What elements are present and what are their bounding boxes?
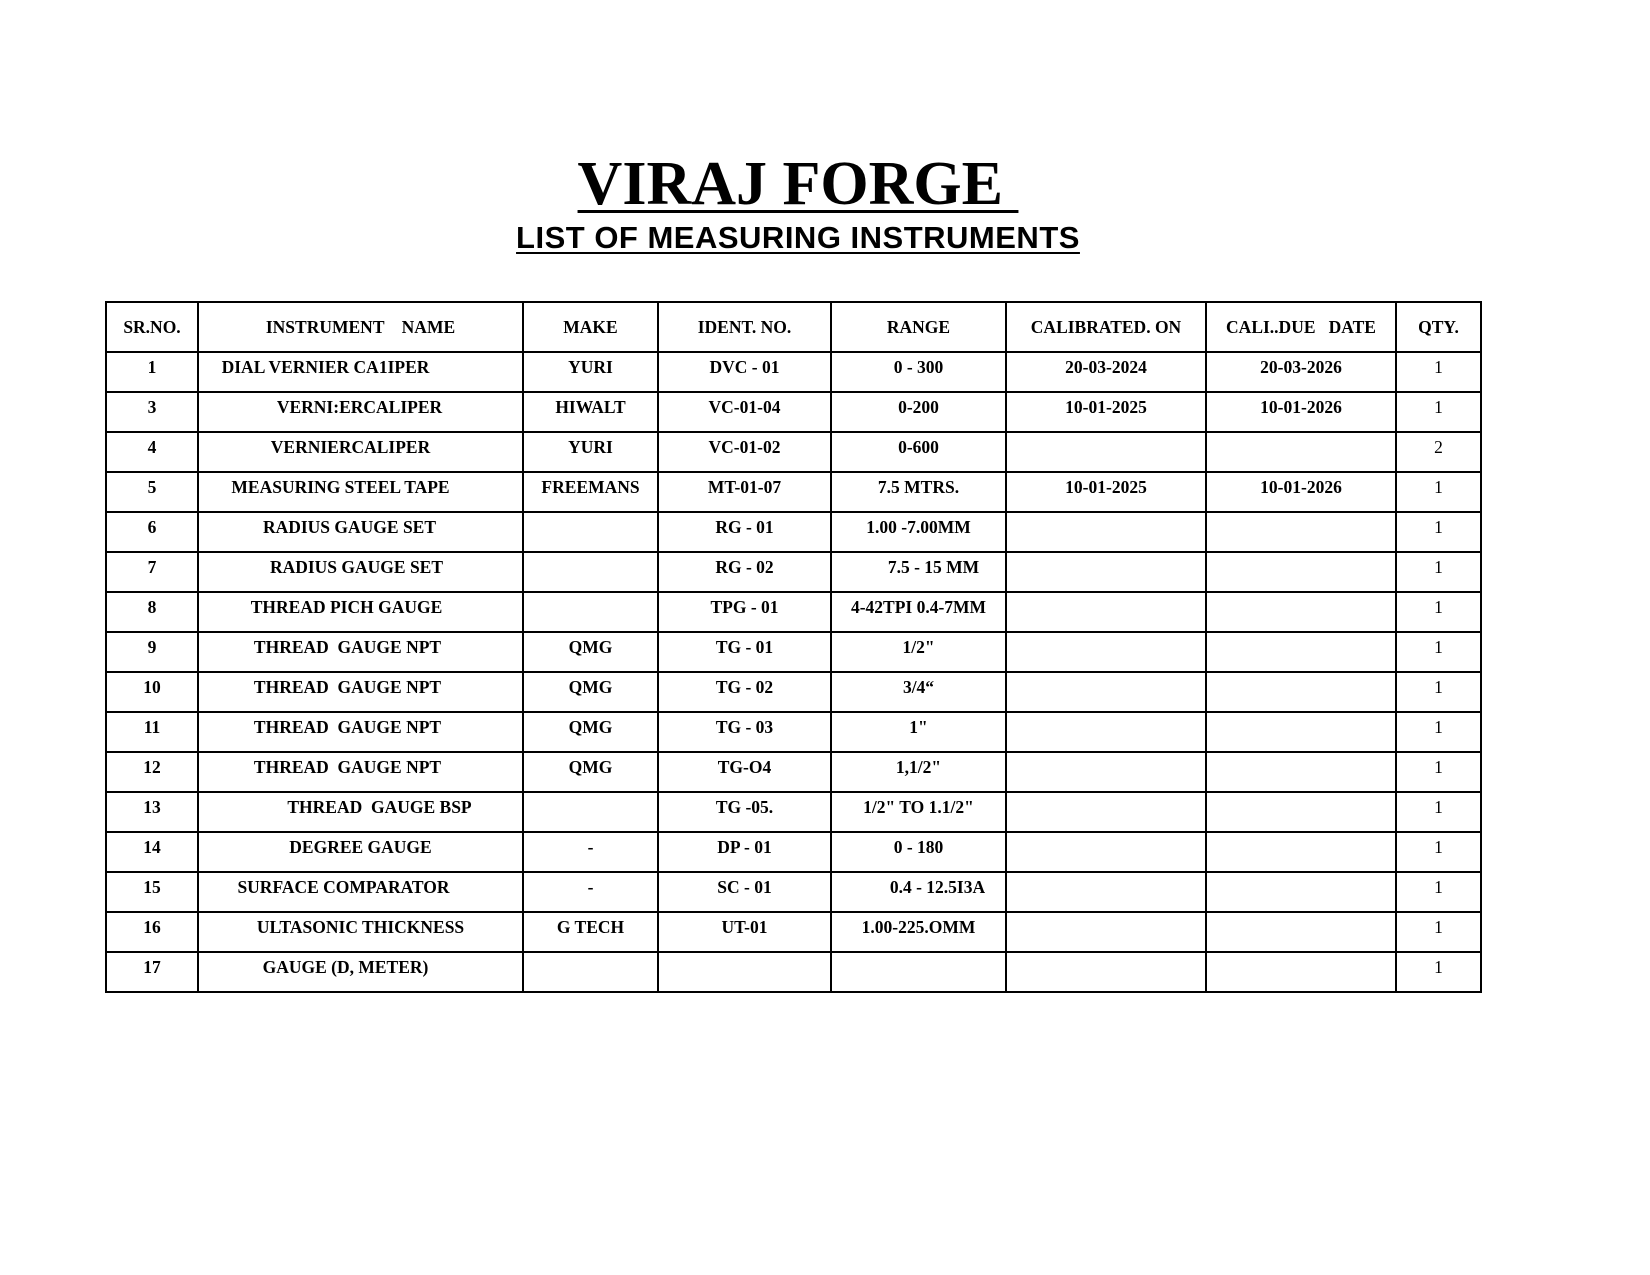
table-row: [106, 792, 1481, 832]
table-row: [106, 632, 1481, 672]
cell-qty: 1: [1396, 352, 1481, 392]
cell-sr-no: 10: [106, 672, 198, 712]
cell-sr-no: 12: [106, 752, 198, 792]
col-header-cali-due-date: CALI..DUE DATE: [1206, 302, 1396, 352]
table-header-row: [106, 302, 1481, 352]
cell-make: [523, 952, 658, 992]
cell-qty: 1: [1396, 592, 1481, 632]
cell-sr-no: 4: [106, 432, 198, 472]
cell-make: [523, 552, 658, 592]
col-header-sr-no: SR.NO.: [106, 302, 198, 352]
table-row: [106, 672, 1481, 712]
cell-instrument-name: GAUGE (D, METER): [198, 952, 523, 992]
cell-calibrated-on: [1006, 952, 1206, 992]
cell-range: 0.4 - 12.5I3A: [831, 872, 1006, 912]
cell-qty: 1: [1396, 632, 1481, 672]
cell-cali-due-date: [1206, 552, 1396, 592]
cell-make: YURI: [523, 432, 658, 472]
cell-calibrated-on: 10-01-2025: [1006, 392, 1206, 432]
cell-cali-due-date: [1206, 792, 1396, 832]
cell-instrument-name: THREAD GAUGE NPT: [198, 712, 523, 752]
table-row: [106, 392, 1481, 432]
cell-sr-no: 9: [106, 632, 198, 672]
cell-ident-no: VC-01-02: [658, 432, 831, 472]
cell-range: 7.5 - 15 MM: [831, 552, 1006, 592]
cell-ident-no: DP - 01: [658, 832, 831, 872]
cell-cali-due-date: [1206, 512, 1396, 552]
cell-calibrated-on: [1006, 672, 1206, 712]
cell-cali-due-date: [1206, 872, 1396, 912]
table-row: [106, 832, 1481, 872]
cell-cali-due-date: [1206, 712, 1396, 752]
cell-ident-no: TG - 03: [658, 712, 831, 752]
cell-sr-no: 14: [106, 832, 198, 872]
table-row: [106, 752, 1481, 792]
cell-make: QMG: [523, 672, 658, 712]
cell-qty: 1: [1396, 952, 1481, 992]
cell-sr-no: 6: [106, 512, 198, 552]
cell-qty: 1: [1396, 392, 1481, 432]
cell-calibrated-on: [1006, 872, 1206, 912]
cell-make: QMG: [523, 712, 658, 752]
cell-sr-no: 16: [106, 912, 198, 952]
cell-calibrated-on: [1006, 512, 1206, 552]
cell-calibrated-on: [1006, 752, 1206, 792]
cell-sr-no: 15: [106, 872, 198, 912]
cell-calibrated-on: 10-01-2025: [1006, 472, 1206, 512]
col-header-instrument-name: INSTRUMENT NAME: [198, 302, 523, 352]
cell-make: HIWALT: [523, 392, 658, 432]
cell-ident-no: [658, 952, 831, 992]
cell-ident-no: TG -05.: [658, 792, 831, 832]
table-row: [106, 952, 1481, 992]
cell-range: 1.00 -7.00MM: [831, 512, 1006, 552]
cell-qty: 1: [1396, 552, 1481, 592]
table-row: [106, 352, 1481, 392]
cell-make: [523, 592, 658, 632]
cell-make: [523, 792, 658, 832]
cell-range: 1/2" TO 1.1/2": [831, 792, 1006, 832]
cell-ident-no: TPG - 01: [658, 592, 831, 632]
cell-instrument-name: THREAD GAUGE NPT: [198, 752, 523, 792]
cell-make: [523, 512, 658, 552]
cell-sr-no: 3: [106, 392, 198, 432]
cell-qty: 1: [1396, 872, 1481, 912]
company-name: VIRAJ FORGE: [577, 150, 1019, 218]
cell-calibrated-on: [1006, 432, 1206, 472]
table-row: [106, 432, 1481, 472]
cell-cali-due-date: 10-01-2026: [1206, 392, 1396, 432]
table-row: [106, 552, 1481, 592]
table-row: [106, 472, 1481, 512]
cell-sr-no: 7: [106, 552, 198, 592]
cell-range: 3/4“: [831, 672, 1006, 712]
cell-instrument-name: RADIUS GAUGE SET: [198, 512, 523, 552]
cell-range: 4-42TPI 0.4-7MM: [831, 592, 1006, 632]
cell-range: 0 - 180: [831, 832, 1006, 872]
cell-ident-no: DVC - 01: [658, 352, 831, 392]
cell-range: [831, 952, 1006, 992]
cell-ident-no: TG - 01: [658, 632, 831, 672]
cell-cali-due-date: [1206, 592, 1396, 632]
cell-cali-due-date: 20-03-2026: [1206, 352, 1396, 392]
cell-qty: 2: [1396, 432, 1481, 472]
cell-cali-due-date: [1206, 672, 1396, 712]
cell-instrument-name: THREAD GAUGE BSP: [198, 792, 523, 832]
cell-cali-due-date: 10-01-2026: [1206, 472, 1396, 512]
table-body: [106, 352, 1481, 992]
cell-ident-no: SC - 01: [658, 872, 831, 912]
cell-make: QMG: [523, 752, 658, 792]
cell-calibrated-on: [1006, 632, 1206, 672]
cell-instrument-name: THREAD GAUGE NPT: [198, 632, 523, 672]
cell-range: 1.00-225.OMM: [831, 912, 1006, 952]
cell-calibrated-on: [1006, 712, 1206, 752]
cell-instrument-name: DEGREE GAUGE: [198, 832, 523, 872]
cell-ident-no: TG - 02: [658, 672, 831, 712]
table-row: [106, 912, 1481, 952]
cell-instrument-name: RADIUS GAUGE SET: [198, 552, 523, 592]
col-header-calibrated-on: CALIBRATED. ON: [1006, 302, 1206, 352]
cell-range: 0 - 300: [831, 352, 1006, 392]
cell-range: 1": [831, 712, 1006, 752]
cell-make: G TECH: [523, 912, 658, 952]
cell-instrument-name: VERNI:ERCALIPER: [198, 392, 523, 432]
cell-sr-no: 11: [106, 712, 198, 752]
cell-sr-no: 17: [106, 952, 198, 992]
col-header-range: RANGE: [831, 302, 1006, 352]
cell-instrument-name: SURFACE COMPARATOR: [198, 872, 523, 912]
cell-cali-due-date: [1206, 632, 1396, 672]
cell-instrument-name: DIAL VERNIER CA1IPER: [198, 352, 523, 392]
cell-ident-no: MT-01-07: [658, 472, 831, 512]
table-row: [106, 592, 1481, 632]
col-header-make: MAKE: [523, 302, 658, 352]
cell-qty: 1: [1396, 512, 1481, 552]
company-title: [0, 148, 1596, 220]
cell-make: -: [523, 872, 658, 912]
cell-qty: 1: [1396, 672, 1481, 712]
instruments-table: [105, 301, 1482, 993]
cell-calibrated-on: [1006, 552, 1206, 592]
cell-cali-due-date: [1206, 832, 1396, 872]
cell-qty: 1: [1396, 472, 1481, 512]
cell-ident-no: RG - 02: [658, 552, 831, 592]
cell-make: FREEMANS: [523, 472, 658, 512]
table-row: [106, 512, 1481, 552]
cell-make: YURI: [523, 352, 658, 392]
cell-instrument-name: THREAD PICH GAUGE: [198, 592, 523, 632]
cell-make: -: [523, 832, 658, 872]
cell-cali-due-date: [1206, 752, 1396, 792]
cell-calibrated-on: [1006, 592, 1206, 632]
cell-sr-no: 1: [106, 352, 198, 392]
table-row: [106, 872, 1481, 912]
cell-make: QMG: [523, 632, 658, 672]
cell-calibrated-on: 20-03-2024: [1006, 352, 1206, 392]
cell-calibrated-on: [1006, 792, 1206, 832]
cell-instrument-name: MEASURING STEEL TAPE: [198, 472, 523, 512]
cell-qty: 1: [1396, 792, 1481, 832]
cell-ident-no: VC-01-04: [658, 392, 831, 432]
cell-qty: 1: [1396, 832, 1481, 872]
table-row: [106, 712, 1481, 752]
cell-range: 1,1/2": [831, 752, 1006, 792]
cell-instrument-name: ULTASONIC THICKNESS: [198, 912, 523, 952]
cell-range: 0-600: [831, 432, 1006, 472]
cell-ident-no: UT-01: [658, 912, 831, 952]
cell-calibrated-on: [1006, 832, 1206, 872]
cell-cali-due-date: [1206, 952, 1396, 992]
cell-instrument-name: THREAD GAUGE NPT: [198, 672, 523, 712]
cell-ident-no: RG - 01: [658, 512, 831, 552]
cell-sr-no: 8: [106, 592, 198, 632]
cell-range: 7.5 MTRS.: [831, 472, 1006, 512]
document-subtitle-text: LIST OF MEASURING INSTRUMENTS: [516, 220, 1080, 255]
cell-instrument-name: VERNIERCALIPER: [198, 432, 523, 472]
cell-qty: 1: [1396, 752, 1481, 792]
col-header-qty: QTY.: [1396, 302, 1481, 352]
cell-qty: 1: [1396, 712, 1481, 752]
cell-calibrated-on: [1006, 912, 1206, 952]
cell-cali-due-date: [1206, 432, 1396, 472]
col-header-ident-no: IDENT. NO.: [658, 302, 831, 352]
cell-range: 1/2": [831, 632, 1006, 672]
cell-cali-due-date: [1206, 912, 1396, 952]
cell-ident-no: TG-O4: [658, 752, 831, 792]
cell-qty: 1: [1396, 912, 1481, 952]
cell-range: 0-200: [831, 392, 1006, 432]
document-subtitle: [0, 220, 1596, 256]
cell-sr-no: 13: [106, 792, 198, 832]
cell-sr-no: 5: [106, 472, 198, 512]
